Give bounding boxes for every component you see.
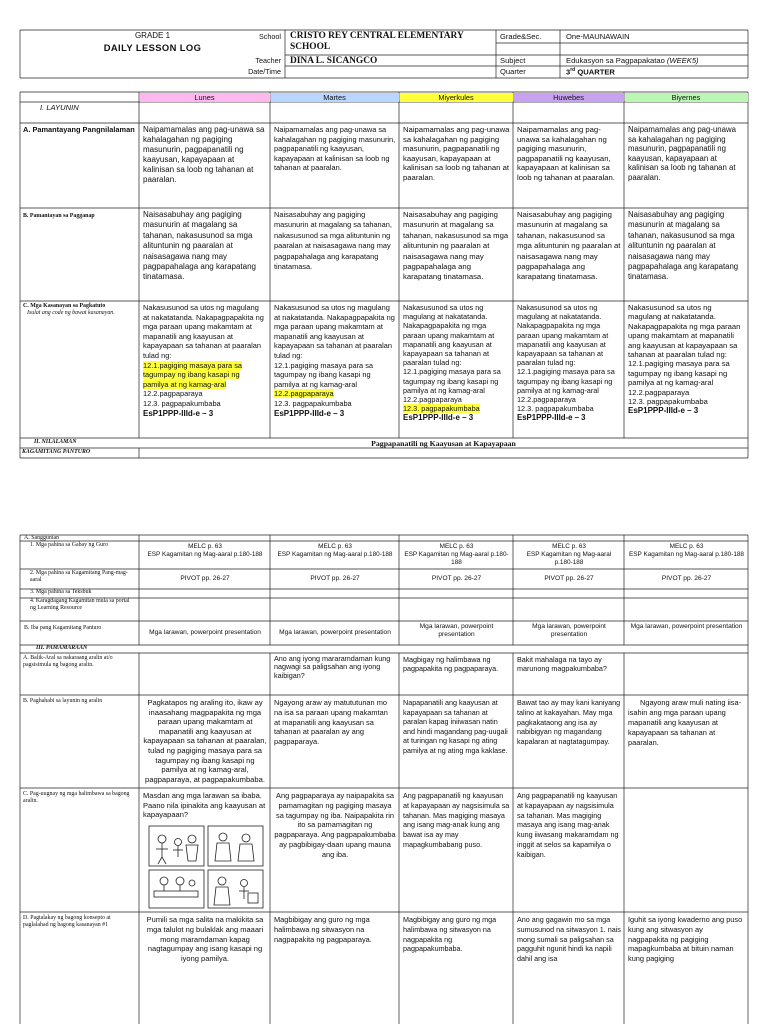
kasanayan-miyerkules: Nakasusunod sa utos ng magulang at nakatatanda. Nakapagpapakita ng mga paraan upang makamtam at mapanatili ang kaayusan at kapayapaan sa tahanan at paaralan tulad ng: 12.1.pagiging masaya para sa tagumpay ng ibang kasapi ng pamilya at ng kamag-aral 12.2.pagpaparaya 12.3. pagpapakumbaba EsP1PPP-IIId-e – 3 <box>403 303 501 423</box>
iba-pa-miyerkules: Mga larawan, powerpoint presentation <box>419 623 494 639</box>
pivot-martes: PIVOT pp. 26-27 <box>310 575 360 582</box>
gabay-martes: MELC p. 63 ESP Kagamitan ng Mag-aaral p.180-188 <box>277 543 393 558</box>
section-pamamaraan: III. PAMAMARAAN <box>36 645 88 651</box>
label-gabay-ng-guro: 1. Mga pahina sa Gabay ng Guro <box>30 542 109 548</box>
kasanayan-lunes: Nakasusunod sa utos ng magulang at nakatatanda. Nakapagpapakita ng mga paraan upang makamtam at mapanatili ang kaayusan at kapayapaan sa tahanan at paaralan tulad ng: 12.1.pagiging masaya para sa tagumpay ng ibang kasapi ng pamilya at ng kamag-aral 12.2.pagpaparaya 12.3. pagpapakumbaba EsP1PPP-IIId-e – 3 <box>143 303 264 418</box>
pamantayan-sa-pagganap-huwebes: Naisasabuhay ang pagiging masunurin at magalang sa tahanan, nakasusunod sa mga alituntunin ng paaralan at naisasagawa nang may pagpapahalaga ang karapatang tinatamasa. <box>517 210 621 282</box>
label-karagdagang-kagamitan: 4. Karagdagang Kagamitan mula sa portal ng Learning Resource <box>30 598 130 612</box>
label-teksbuk: 3. Mga pahina sa Teksbuk <box>30 589 92 595</box>
pagtalakay-biyernes: Iguhit sa iyong kwaderno ang puso kung ang sitwasyon ay nagpapakita ng pagiging mapagkumbaba at bituin naman kung pagiging <box>628 915 743 964</box>
day-header-martes: Martes <box>271 93 399 102</box>
section-layunin: I. LAYUNIN <box>40 103 79 112</box>
gabay-huwebes: MELC p. 63 ESP Kagamitan ng Mag-aaral p.180-188 <box>526 543 612 566</box>
gabay-miyerkules: MELC p. 63 ESP Kagamitan ng Mag-aaral p.180-188 <box>404 543 509 566</box>
grade-sec-label: Grade&Sec. <box>500 32 542 41</box>
balik-aral-miyerkules: Magbigay ng halimbawa ng pagpapakita ng pagpaparaya. <box>403 655 499 674</box>
balik-aral-biyernes <box>625 654 748 695</box>
section-kagamitang-panturo: KAGAMITANG PANTURO <box>22 449 91 455</box>
pivot-huwebes: PIVOT pp. 26-27 <box>544 575 594 582</box>
day-header-lunes: Lunes <box>140 93 270 102</box>
section-nilalaman: II. NILALAMAN <box>34 439 77 445</box>
kasanayan-martes: Nakasusunod sa utos ng magulang at nakatatanda. Nakapagpapakita ng mga paraan upang makamtam at mapanatili ang kaayusan at kapayapaan sa tahanan at paaralan tulad ng: 12.1.pagiging masaya para sa tagumpay ng ibang kasapi ng pamilya at ng kamag-aral 12.2.pagpaparaya 12.3. pagpapakumbaba EsP1PPP-IIId-e – 3 <box>274 303 395 418</box>
pagtalakay-miyerkules: Magbibigay ang guro ng mga halimbawa ng sitwasyon na nagpapakita ng pagpapakumbaba. <box>403 915 497 954</box>
pamantayang-pangnilalaman-martes: Naipamamalas ang pag-unawa sa kahalagahan ng pagiging masunurin, pagpapanatili ng kaayusan, kapayapaan at kalinisan sa loob ng tahanan at paaralan. <box>274 125 396 173</box>
pagtalakay-lunes: Pumili sa mga salita na makikita sa mga talulot ng bulaklak ang maaari mong maramdaman kapag nagtagumpay ang isang kasapi ng iyong pamilya. <box>146 915 264 964</box>
balik-aral-martes: Ano ang iyong mararamdaman kung nagwagi sa paligsahan ang iyong kaibigan? <box>274 654 391 680</box>
gabay-lunes: MELC p. 63 ESP Kagamitan ng Mag-aaral p.180-188 <box>147 543 263 558</box>
pamantayan-sa-pagganap-martes: Naisasabuhay ang pagiging masunurin at magalang sa tahanan, nakasusunod sa mga alituntunin ng paaralan at naisasagawa nang may pagpapahalaga ang karapatang tinatamasa. <box>274 210 392 272</box>
iba-pa-martes: Mga larawan, powerpoint presentation <box>279 629 391 636</box>
pamantayang-pangnilalaman-huwebes: Naipamamalas ang pag-unawa sa kahalagahan ng pagiging masunurin, pagpapanatili ng kaayusan, kapayapaan at kalinisan sa loob ng tahanan at paaralan. <box>517 125 615 182</box>
grade-sec-value: One-MAUNAWAIN <box>566 32 630 41</box>
pamantayan-sa-pagganap-lunes: Naisasabuhay ang pagiging masunurin at magalang sa tahanan, nakasusunod sa mga alituntunin ng paaralan at naisasagawa nang may pagpapahalaga ang karapatang tinatamasa. <box>143 210 256 282</box>
label-pagtalakay: D. Pagtalakay ng bagong konsepto at paglalahad ng bagong kasanayan #1 <box>23 915 111 929</box>
day-header-huwebes: Huwebes <box>514 93 624 102</box>
grade-label: GRADE 1 <box>134 31 171 40</box>
pivot-lunes: PIVOT pp. 26-27 <box>180 575 230 582</box>
label-sanggunian: A. Sanggunian <box>24 535 60 541</box>
label-kagamitang-pang-mag-aaral: 2. Mga pahina sa Kagamitang Pang-mag-aaral <box>30 570 128 584</box>
document-title: DAILY LESSON LOG <box>103 42 202 53</box>
teacher-label: Teacher <box>255 56 281 65</box>
iba-pa-lunes: Mga larawan, powerpoint presentation <box>149 629 261 636</box>
balik-aral-huwebes: Bakit mahalaga na tayo ay marunong magpakumbaba? <box>517 655 607 674</box>
paghahabi-biyernes: Ngayong araw muli nating iisa-isahin ang mga paraan upang mapanatili ang kaayusan at kapayapaan sa tahanan at paaralan. <box>628 698 742 747</box>
pag-uugnay-martes: Ang pagpaparaya ay naipapakita sa pamamagitan ng pagiging masaya sa tagumpay ng iba. Naipapakita rin ito sa pamamagitan ng pagpaparaya. Ang pagpapakumbaba ay pagbibigay-daan upang mauna ang iba. <box>274 791 396 859</box>
pamantayan-sa-pagganap-biyernes: Naisasabuhay ang pagiging masunurin at magalang sa tahanan, nakasusunod sa mga alituntunin ng paaralan at naisasagawa nang may pagpapahalaga ang karapatang tinatamasa. <box>628 210 739 282</box>
iba-pa-biyernes: Mga larawan, powerpoint presentation <box>630 623 743 630</box>
iba-pa-huwebes: Mga larawan, powerpoint presentation <box>532 623 606 639</box>
pag-uugnay-miyerkules: Ang pagpapanatili ng kaayusan at kapayapaan ay nagsisimula sa tahanan. Mas magiging masaya ang isang mag-anak kung ang bawat isa ay may mapagkumbabang puso. <box>403 791 510 849</box>
label-balik-aral: A. Balik-Aral sa nakaraang aralin at/o pagsisimula ng bagong aralin. <box>23 655 113 669</box>
pamantayang-pangnilalaman-miyerkules: Naipamamalas ang pag-unawa sa kahalagahan ng pagiging masunurin, pagpapanatili ng kaayusan, kapayapaan at kalinisan sa loob ng tahanan at paaralan. <box>403 125 510 182</box>
illustration-family-scenes <box>148 825 264 909</box>
paghahabi-miyerkules: Napapanatili ang kaayusan at kapayapaan sa tahanan at paralan kapag iniiwasan natin and hindi magandang pag-uugali at turingan ng kasapi ng ating pamilya at ng ating mga kaklase. <box>403 698 508 755</box>
day-header-miyerkules: Miyerkules <box>400 93 513 102</box>
paghahabi-martes: Ngayong araw ay matututunan mo na isa sa paraan upang makamtan at mapanatili ang kaayusan sa tahanan at paaralan ay ang pagpaparaya. <box>274 698 388 747</box>
subject-value: Edukasyon sa Pagpapakatao (WEEK5) <box>566 56 699 65</box>
row-label-kasanayan: C. Mga Kasanayan sa Pagkatuto Isulat ang code ng bawat kasanayan. <box>23 303 115 317</box>
label-paghahabi: B. Paghahabi sa layunin ng aralin <box>23 698 103 704</box>
pag-uugnay-biyernes <box>625 790 748 912</box>
kasanayan-biyernes: Nakasusunod sa utos ng magulang at nakatatanda. Nakapagpapakita ng mga paraan upang makamtam at mapanatili ang kaayusan at kapayapaan sa tahanan at paaralan tulad ng: 12.1.pagiging masaya para sa tagumpay ng ibang kasapi ng pamilya at ng kamag-aral 12.2.pagpaparaya 12.3. pagpapakumbaba EsP1PPP-IIId-e – 3 <box>628 303 741 416</box>
pag-uugnay-lunes: Masdan ang mga larawan sa ibaba. Paano nila ipinakita ang kaayusan at kapayapaan? <box>143 791 266 820</box>
quarter-value: 3rd QUARTER <box>566 67 615 77</box>
teacher-value: DINA L. SICANGCO <box>290 56 378 66</box>
row-label-pamantayan-sa-pagganap: B. Pamantayan sa Pagganap <box>23 213 95 219</box>
subject-label: Subject <box>500 56 526 65</box>
pag-uugnay-huwebes: Ang pagpapanatili ng kaayusan at kapayapaan ay nagsisimula sa tahanan. Mas magiging masaya ang isang mag-anak kung iiwasang makaramdam ng inggit at selos sa kapamilya o kaibigan. <box>517 791 619 859</box>
kasanayan-huwebes: Nakasusunod sa utos ng magulang at nakatatanda. Nakapagpapakita ng mga paraan upang makamtam at mapanatili ang kaayusan at kapayapaan sa tahanan at paaralan tulad ng: 12.1.pagiging masaya para sa tagumpay ng ibang kasapi ng pamilya at ng kamag-aral 12.2.pagpaparaya 12.3. pagpapakumbaba EsP1PPP-IIId-e – 3 <box>517 303 615 423</box>
nilalaman-value: Pagpapanatili ng Kaayusan at Kapayapaan <box>371 439 516 448</box>
paghahabi-lunes: Pagkatapos ng araling ito, ikaw ay inaasahang magpapakita ng mga paraan upang makamtam at mapanatili ang kaayusan at kapayapaan sa tahanan at paaralan, tulad ng pagiging masaya para sa tagumpay ng ibang kasapi ng pamilya at ng kamag-aral, pagpaparaya, at pagpapakumbaba. <box>143 698 267 784</box>
pamantayang-pangnilalaman-biyernes: Naipamamalas ang pag-unawa sa kahalagahan ng pagiging masunurin, pagpapanatili ng kaayusan, kapayapaan at kalinisan sa loob ng tahanan at paaralan. <box>628 125 736 182</box>
pagtalakay-huwebes: Ano ang gagawin mo sa mga sumusunod na sitwasyon 1. nais mong sumali sa paligsahan sa pagguhit ngunit hindi ka napili dahil ang isa <box>517 915 621 964</box>
pagtalakay-martes: Magbibigay ang guro ng mga halimbawa ng sitwasyon na nagpapakita ng pagpaparaya. <box>274 915 372 944</box>
label-pag-uugnay: C. Pag-uugnay ng mga halimbawa sa bagong aralin. <box>23 791 130 805</box>
label-iba-pang-kagamitan: B. Iba pang Kagamitang Panturo <box>24 625 102 631</box>
pivot-miyerkules: PIVOT pp. 26-27 <box>431 575 482 582</box>
gabay-biyernes: MELC p. 63 ESP Kagamitan ng Mag-aaral p.180-188 <box>629 543 744 558</box>
row-label-pamantayang-pangnilalaman: A. Pamantayang Pangnilalaman <box>23 125 135 134</box>
school-value: CRISTO REY CENTRAL ELEMENTARY SCHOOL <box>290 31 464 52</box>
school-label: School <box>259 32 281 41</box>
balik-aral-lunes <box>140 654 270 695</box>
date-label: Date/Time <box>248 67 281 76</box>
quarter-label: Quarter <box>500 67 526 76</box>
pamantayang-pangnilalaman-lunes: Naipamamalas ang pag-unawa sa kahalagahan ng pagiging masunurin, pagpapanatili ng kaayusan, kapayapaan at kalinisan sa loob ng tahanan at paaralan. <box>143 125 265 184</box>
pamantayan-sa-pagganap-miyerkules: Naisasabuhay ang pagiging masunurin at magalang sa tahanan, nakasusunod sa mga alituntunin ng paaralan at naisasagawa nang may pagpapahalaga ang karapatang tinatamasa. <box>403 210 509 282</box>
pivot-biyernes: PIVOT pp. 26-27 <box>661 575 712 582</box>
day-header-biyernes: Biyernes <box>625 93 748 102</box>
paghahabi-huwebes: Bawat tao ay may kani kaniyang talino at kakayahan. May mga pagkakataong ang isa ay nabibigyan ng magandang kapalaran at nagtatagumpay. <box>517 698 621 747</box>
